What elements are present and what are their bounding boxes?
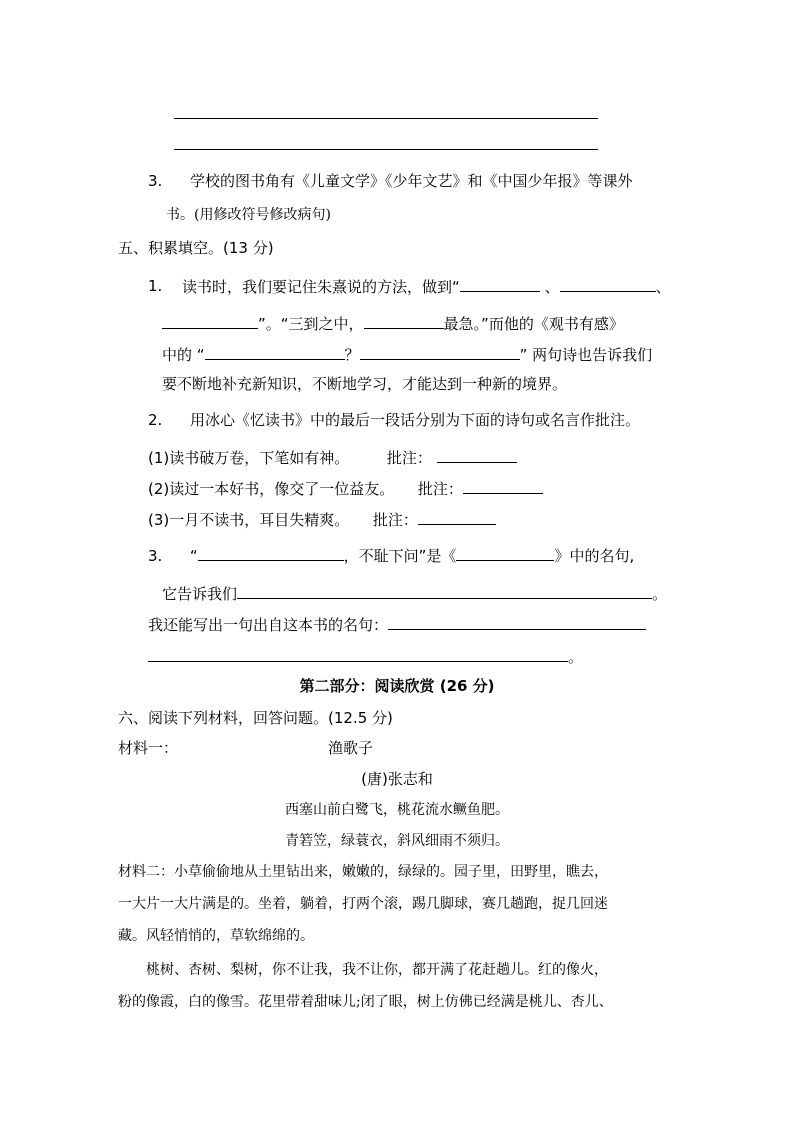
annotation-label: 批注： xyxy=(386,449,432,467)
s5-q2-item-2 xyxy=(148,478,543,499)
s5-q2-text: 用冰心《忆读书》中的最后一段话分别为下面的诗句或名言作批注。 xyxy=(190,411,641,429)
blank-input[interactable] xyxy=(560,276,656,292)
blank-input[interactable] xyxy=(437,447,517,463)
separator: 、 xyxy=(544,278,560,296)
s5-q3-line2-text: 它告诉我们 xyxy=(162,585,238,603)
blank-input[interactable] xyxy=(148,646,568,662)
blank-input[interactable] xyxy=(418,509,496,525)
material2-line-2: 一大片一大片满是的。坐着，躺着，打两个滚，踢几脚球，赛几趟跑，捉几回迷 xyxy=(118,896,608,912)
blank-input[interactable] xyxy=(162,313,258,329)
s5-q1-line2-text-b: 最急。”而他的《观书有感》 xyxy=(443,315,624,333)
material2-line-3: 藏。风轻悄悄的，草软绵绵的。 xyxy=(118,928,314,944)
s5-q1-line2 xyxy=(162,313,624,334)
period: 。 xyxy=(652,585,668,603)
q4-item3-line1: 学校的图书角有《儿童文学》《少年文艺》和《中国少年报》等课外 xyxy=(190,172,633,190)
s5-q1-line4: 要不断地补充新知识，不断地学习，才能达到一种新的境界。 xyxy=(162,375,568,393)
period: 。 xyxy=(568,648,584,666)
material2-line-4: 桃树、杏树、梨树，你不让我，我不让你，都开满了花赶趟儿。红的像火， xyxy=(146,962,608,978)
s5-q3-text-a: “ xyxy=(189,547,198,565)
material2-text: 小草偷偷地从土里钻出来，嫩嫩的，绿绿的。园子里，田野里，瞧去， xyxy=(174,864,608,880)
s5-q3-text-c: 》中的名句, xyxy=(554,547,635,565)
s5-q1-line3-text-c: ” 两句诗也告诉我们 xyxy=(519,346,653,364)
separator: 、 xyxy=(655,278,671,296)
material2-line-5: 粉的像霞，白的像雪。花里带着甜味儿;闭了眼，树上仿佛已经满是桃儿、杏儿、 xyxy=(118,994,613,1010)
q4-item3-number: 3. xyxy=(148,172,163,190)
part2-title: 第二部分：阅读欣赏 (26 分) xyxy=(299,677,495,695)
s5-q2-item-text: (1)读书破万卷，下笔如有神。 xyxy=(148,449,350,467)
s5-q2-item-3 xyxy=(148,509,496,530)
section6-heading: 六、阅读下列材料，回答问题。(12.5 分) xyxy=(118,709,393,727)
s5-q3-number: 3. xyxy=(148,547,163,565)
blank-input[interactable] xyxy=(463,478,543,494)
s5-q3-line1 xyxy=(148,545,634,566)
s5-q3-line4 xyxy=(148,646,583,667)
annotation-label: 批注： xyxy=(417,480,463,498)
poem-line-2: 青箬笠，绿蓑衣，斜风细雨不须归。 xyxy=(285,833,509,849)
blank-input[interactable] xyxy=(360,344,520,360)
s5-q3-line3-text: 我还能写出一句出自这本书的名句： xyxy=(148,616,389,634)
blank-input[interactable] xyxy=(460,276,540,292)
s5-q1-line3-text-b: ？ xyxy=(344,346,360,364)
blank-input[interactable] xyxy=(388,614,646,630)
s5-q1-line1-text: 读书时，我们要记住朱熹说的方法，做到“ xyxy=(182,278,460,296)
annotation-label: 批注： xyxy=(372,511,418,529)
blank-input[interactable] xyxy=(205,344,345,360)
s5-q2-item-1 xyxy=(148,447,517,468)
s5-q1-line3-text-a: 中的 “ xyxy=(162,346,205,364)
q4-item3-line2: 书。(用修改符号修改病句) xyxy=(166,207,331,223)
s5-q2-item-text: (3)一月不读书，耳目失精爽。 xyxy=(148,511,350,529)
s5-q1-number: 1. xyxy=(148,277,163,295)
s5-q1-line1 xyxy=(182,276,671,297)
material2-line-1 xyxy=(118,862,608,882)
s5-q2-number: 2. xyxy=(148,411,163,429)
poem-title: 渔歌子 xyxy=(328,739,374,757)
section5-heading: 五、积累填空。(13 分) xyxy=(118,239,274,257)
s5-q3-line2 xyxy=(162,583,667,604)
blank-input[interactable] xyxy=(198,545,344,561)
poem-line-1: 西塞山前白鹭飞，桃花流水鳜鱼肥。 xyxy=(285,802,509,818)
answer-line-2 xyxy=(174,149,598,150)
material2-label: 材料二： xyxy=(118,864,174,880)
blank-input[interactable] xyxy=(237,583,652,599)
s5-q3-text-b: ，不耻下问”是《 xyxy=(343,547,457,565)
poem-author: (唐)张志和 xyxy=(361,770,433,788)
s5-q1-line3 xyxy=(162,344,652,365)
blank-input[interactable] xyxy=(364,313,444,329)
material1-label: 材料一： xyxy=(118,739,179,757)
s5-q3-line3 xyxy=(148,614,646,635)
s5-q2-item-text: (2)读过一本好书，像交了一位益友。 xyxy=(148,480,395,498)
answer-line-1 xyxy=(174,118,598,119)
s5-q1-line2-text-a: ”。“三到之中， xyxy=(258,315,364,333)
blank-input[interactable] xyxy=(456,545,554,561)
